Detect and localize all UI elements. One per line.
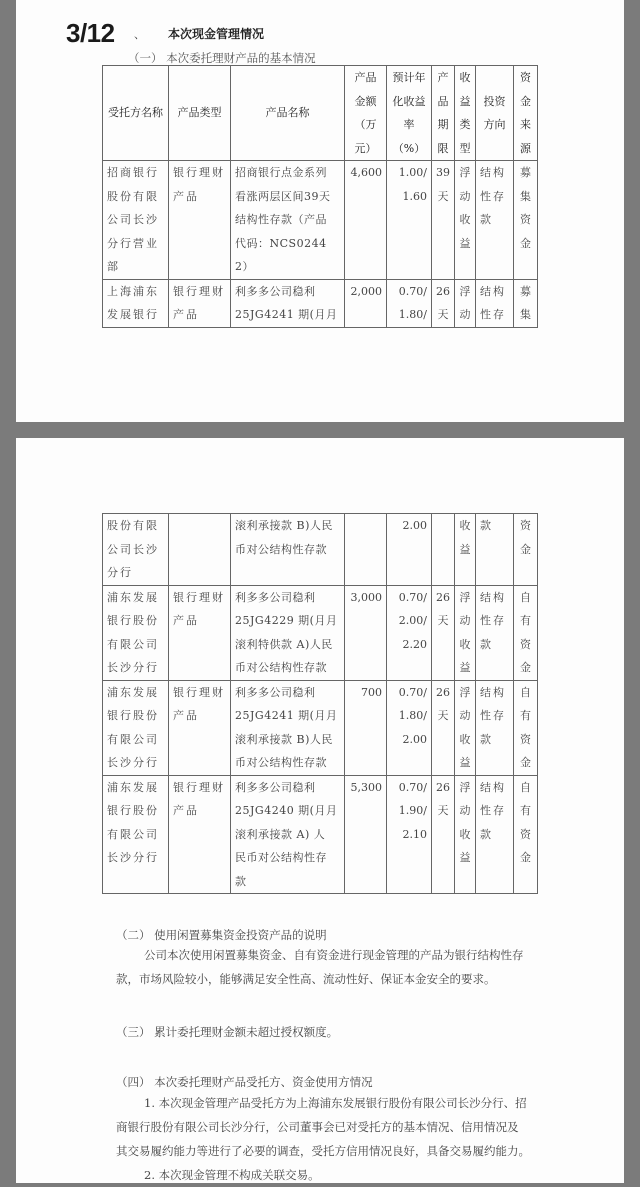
cell-income-type: 浮 动 xyxy=(455,279,476,327)
cell-source: 资 金 xyxy=(514,514,538,586)
cell-term: 26 天 xyxy=(432,775,455,894)
cell-name: 招商银行点金系列 看涨两层区间39天 结构性存款（产品 代码：NCS02442） xyxy=(231,161,345,280)
header-trustee: 受托方名称 xyxy=(103,66,169,161)
section-4-item-1-line-2: 商银行股份有限公司长沙分行，公司董事会已对受托方的基本情况、信用情况及 xyxy=(116,1120,519,1134)
cell-type: 银行理财 产品 xyxy=(169,680,231,775)
header-direction: 投资 方向 xyxy=(476,66,514,161)
product-table-part-2 xyxy=(102,513,538,894)
table-row xyxy=(103,161,538,280)
section-4-item-2: 2. 本次现金管理不构成关联交易。 xyxy=(144,1168,320,1182)
table-row xyxy=(103,585,538,680)
cell-direction: 结构 性存 款 xyxy=(476,775,514,894)
cell-direction: 结构 性存 款 xyxy=(476,585,514,680)
cell-source: 自 有 资 金 xyxy=(514,680,538,775)
cell-trustee: 招商银行 股份有限 公司长沙 分行营业 部 xyxy=(103,161,169,280)
section-3-title: （三） 累计委托理财金额未超过授权额度。 xyxy=(116,1025,339,1039)
cell-direction: 结构 性存 xyxy=(476,279,514,327)
cell-trustee: 浦东发展 银行股份 有限公司 长沙分行 xyxy=(103,775,169,894)
section-title: 本次现金管理情况 xyxy=(168,27,265,41)
table-row-continued xyxy=(103,514,538,586)
cell-term: 26 天 xyxy=(432,680,455,775)
cell-type: 银行理财 产品 xyxy=(169,161,231,280)
cell-direction: 款 xyxy=(476,514,514,586)
header-term: 产 品 期 限 xyxy=(432,66,455,161)
cell-income-type: 浮 动 收 益 xyxy=(455,775,476,894)
cell-income-type: 浮 动 收 益 xyxy=(455,680,476,775)
cell-amount: 2,000 xyxy=(345,279,387,327)
table-header-row xyxy=(103,66,538,161)
header-product-name: 产品名称 xyxy=(231,66,345,161)
header-income-type: 收 益 类 型 xyxy=(455,66,476,161)
cell-direction: 结构 性存 款 xyxy=(476,680,514,775)
cell-rate: 0.70/ 2.00/ 2.20 xyxy=(387,585,432,680)
header-product-type: 产品类型 xyxy=(169,66,231,161)
cell-amount: 3,000 xyxy=(345,585,387,680)
cell-type xyxy=(169,514,231,586)
table-row xyxy=(103,680,538,775)
cell-trustee: 上海浦东 发展银行 xyxy=(103,279,169,327)
cell-trustee: 浦东发展 银行股份 有限公司 长沙分行 xyxy=(103,585,169,680)
page-counter: 3/12 xyxy=(66,18,115,48)
cell-term: 26 天 xyxy=(432,279,455,327)
section-2-body-line-2: 款，市场风险较小，能够满足安全性高、流动性好、保证本金安全的要求。 xyxy=(116,972,496,986)
table-row xyxy=(103,279,538,327)
cell-source: 募 集 xyxy=(514,279,538,327)
cell-term xyxy=(432,514,455,586)
cell-type: 银行理财 产品 xyxy=(169,279,231,327)
cell-rate: 0.70/ 1.80/ 2.00 xyxy=(387,680,432,775)
cell-amount: 700 xyxy=(345,680,387,775)
header-amount: 产品 金额 （万 元） xyxy=(345,66,387,161)
cell-name: 利多多公司稳利 25JG4241 期(月月 滚利承接款 B)人民 币对公结构性存款 xyxy=(231,680,345,775)
cell-type: 银行理财 产品 xyxy=(169,585,231,680)
cell-type: 银行理财 产品 xyxy=(169,775,231,894)
section-number-mark: 、 xyxy=(134,28,145,41)
cell-rate: 0.70/ 1.80/ xyxy=(387,279,432,327)
cell-name: 利多多公司稳利 25JG4240 期(月月 滚利承接款 A) 人 民币对公结构性存 款 xyxy=(231,775,345,894)
cell-trustee: 浦东发展 银行股份 有限公司 长沙分行 xyxy=(103,680,169,775)
section-4-item-1-line-1: 1. 本次现金管理产品受托方为上海浦东发展银行股份有限公司长沙分行、招 xyxy=(144,1096,527,1110)
section-2-body-line-1: 公司本次使用闲置募集资金、自有资金进行现金管理的产品为银行结构性存 xyxy=(144,948,524,962)
cell-name: 利多多公司稳利 25JG4241 期(月月 xyxy=(231,279,345,327)
cell-trustee: 股份有限 公司长沙 分行 xyxy=(103,514,169,586)
cell-name: 利多多公司稳利 25JG4229 期(月月 滚利特供款 A)人民 币对公结构性存款 xyxy=(231,585,345,680)
cell-amount xyxy=(345,514,387,586)
cell-income-type: 收 益 xyxy=(455,514,476,586)
section-4-item-1-line-3: 其交易履约能力等进行了必要的调查，受托方信用情况良好，具备交易履约能力。 xyxy=(116,1144,530,1158)
header-source: 资 金 来 源 xyxy=(514,66,538,161)
cell-amount: 5,300 xyxy=(345,775,387,894)
cell-rate: 0.70/ 1.90/ 2.10 xyxy=(387,775,432,894)
cell-source: 自 有 资 金 xyxy=(514,775,538,894)
document-page-2 xyxy=(16,438,624,1183)
subsection-title: （一） 本次委托理财产品的基本情况 xyxy=(128,51,316,65)
cell-income-type: 浮 动 收 益 xyxy=(455,585,476,680)
cell-name: 滚利承接款 B)人民 币对公结构性存款 xyxy=(231,514,345,586)
cell-direction: 结构 性存 款 xyxy=(476,161,514,280)
header-rate: 预计年 化收益 率（%） xyxy=(387,66,432,161)
table-row xyxy=(103,775,538,894)
section-2-title: （二） 使用闲置募集资金投资产品的说明 xyxy=(116,928,327,942)
cell-term: 39 天 xyxy=(432,161,455,280)
cell-source: 募 集 资 金 xyxy=(514,161,538,280)
cell-rate: 2.00 xyxy=(387,514,432,586)
section-4-title: （四） 本次委托理财产品受托方、资金使用方情况 xyxy=(116,1075,373,1089)
cell-term: 26 天 xyxy=(432,585,455,680)
cell-rate: 1.00/ 1.60 xyxy=(387,161,432,280)
cell-amount: 4,600 xyxy=(345,161,387,280)
cell-source: 自 有 资 金 xyxy=(514,585,538,680)
cell-income-type: 浮 动 收 益 xyxy=(455,161,476,280)
document-page-1 xyxy=(16,0,624,422)
product-table-part-1 xyxy=(102,65,538,328)
